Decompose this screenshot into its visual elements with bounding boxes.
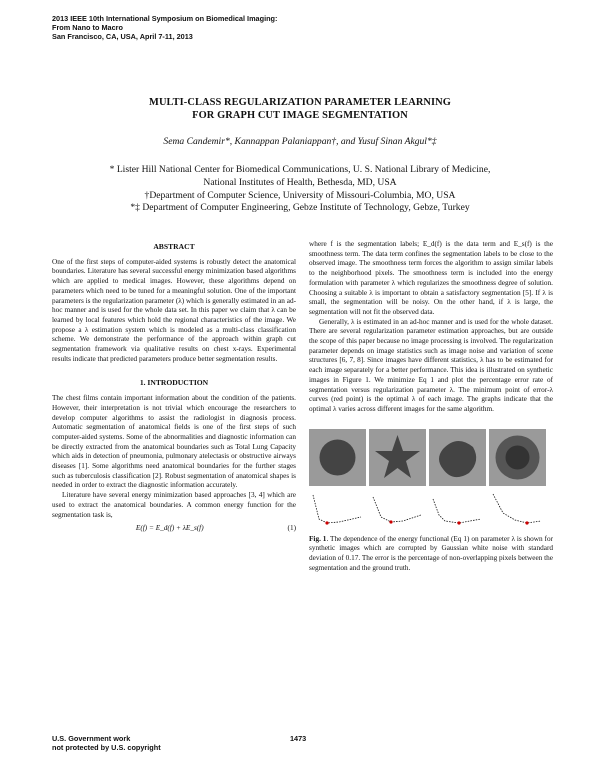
- figure-1-error-plots: [309, 489, 553, 529]
- affiliation-1: * Lister Hill National Center for Biomedical Communications, U. S. National Library of Medicine,: [109, 164, 491, 175]
- paper-title: [0, 96, 600, 122]
- error-curve-1: [309, 489, 366, 529]
- synthetic-image-circle: [309, 429, 366, 486]
- page-number: 1473: [290, 734, 307, 743]
- error-curve-3: [429, 489, 486, 529]
- equation-text: E(f) = E_d(f) + λE_s(f): [135, 524, 204, 533]
- equation-number: (1): [287, 524, 296, 533]
- header-line-1: 2013 IEEE 10th International Symposium on Biomedical Imaging:: [52, 14, 278, 23]
- intro-paragraph-1: The chest films contain important information about the condition of the patients. However, their interpretation is not trivial which encourage the researchers to develop computer algorithms to assist the radiologist in diagnosis process. Automatic segmentation of anatomical fields is one of the first steps of such computer-aided systems. Some of the abnormalities and diagnostic information can be directly extracted from the anatomical boundaries such as Total Lung Capacity which aids in detection of pneumonia, pulmonary atelectasis or obstructive airways diseases [1]. Some algorithms need anatomical boundaries for the further stages such as tuberculosis classification [2]. Robust segmentation of anatomical shapes is needed in order to extract the diagnostic information accurately.: [52, 394, 296, 490]
- title-line-2: FOR GRAPH CUT IMAGE SEGMENTATION: [192, 110, 408, 121]
- header-line-2: From Nano to Macro: [52, 23, 123, 33]
- copyright-footer: [52, 734, 161, 752]
- affiliation-1-cont: National Institutes of Health, Bethesda, MD, USA: [203, 176, 397, 188]
- synthetic-image-disk: [489, 429, 546, 486]
- footer-line-1: U.S. Government work: [52, 734, 131, 743]
- synthetic-image-star: [369, 429, 426, 486]
- abstract-heading: ABSTRACT: [153, 242, 195, 251]
- caption-text: . The dependence of the energy functional (Eq 1) on parameter λ is shown for synthetic images which are corrupted by Gaussian white noise with standard deviation of 0.17. The error is the percentage of non-overlapping pixels between the segmentation and the ground truth.: [309, 534, 553, 572]
- error-curve-4: [489, 489, 546, 529]
- error-curve-2: [369, 489, 426, 529]
- left-column: [52, 240, 296, 534]
- caption-label: Fig. 1: [309, 534, 327, 543]
- equation-1: [52, 524, 296, 534]
- conference-header: [52, 14, 277, 42]
- abstract-text: One of the first steps of computer-aided systems is robustly detect the anatomical boundaries. Literature has several successful energy minimization based algorithms which are applied to medical images. However, these algorithms depend on parameters which need to be tuned for a meaningful solution. One of the important parameters is the regularization parameter (λ) which is generally estimated in an ad-hoc manner and is used for the whole data set. In this paper we claim that λ can be learned by local features which hold the regional characteristics of the image. We propose a λ estimation system which is modeled as a multi-class classification scheme. We demonstrate the performance of the approach within graph cut segmentation framework via qualitative results on chest x-rays. Experimental results indicate that predicted parameters produce better segmentation results.: [52, 257, 296, 363]
- affiliations: [0, 164, 600, 215]
- figure-1-images: [309, 429, 553, 486]
- intro-paragraph-2: Literature have several energy minimization based approaches [3, 4] which are used to extract the anatomical boundaries. A common energy function for the segmentation task is,: [52, 491, 296, 519]
- footer-line-2: not protected by U.S. copyright: [52, 743, 161, 753]
- right-paragraph-1: where f is the segmentation labels; E_d(f) is the data term and E_s(f) is the smoothness term. The data term confines the segmentation labels to be close to the observed image. The smoothness term forces the algorithm to assign similar labels to the neighborhood pixels. The smoothness term is included into the energy formulation with parameter λ which regularizes the smoothness degree of solution. Choosing a suitable λ is important to obtain a satisfactory segmentation [5]. If λ is small, the segmentation will be noisy. On the other hand, if λ is large, the segmentation will not fit the observed data.: [309, 240, 553, 316]
- synthetic-image-blob: [429, 429, 486, 486]
- title-line-1: MULTI-CLASS REGULARIZATION PARAMETER LEARNING: [149, 97, 451, 108]
- affiliation-2: †Department of Computer Science, University of Missouri-Columbia, MO, USA: [144, 189, 456, 201]
- intro-heading: 1. INTRODUCTION: [139, 378, 209, 388]
- right-paragraph-2: Generally, λ is estimated in an ad-hoc manner and is used for the whole dataset. There are several regularization parameter estimation approaches, but are outside the scope of this paper because no image processing is involved. The regularization parameter depends on image statistics such as image noise and variation of scene structures [6, 7, 8]. Since images have different statistics, λ has to be estimated for each image separately for a better performance. This idea is illustrated on synthetic images in Figure 1. We minimize Eq 1 and plot the percentage error rate of segmentation versus regularization parameter λ. The minimum point of error-λ curves (red point) is the optimal λ of each image. The graphs indicate that the optimal λ varies across different images for the same algorithm.: [309, 317, 553, 413]
- affiliation-3: *‡ Department of Computer Engineering, Gebze Institute of Technology, Gebze, Turkey: [130, 202, 470, 214]
- author-list: Sema Candemir*, Kannappan Palaniappan†, and Yusuf Sinan Akgul*‡: [163, 136, 437, 147]
- header-line-3: San Francisco, CA, USA, April 7-11, 2013: [52, 32, 193, 42]
- right-column: [309, 240, 553, 573]
- figure-1-caption: [309, 535, 553, 574]
